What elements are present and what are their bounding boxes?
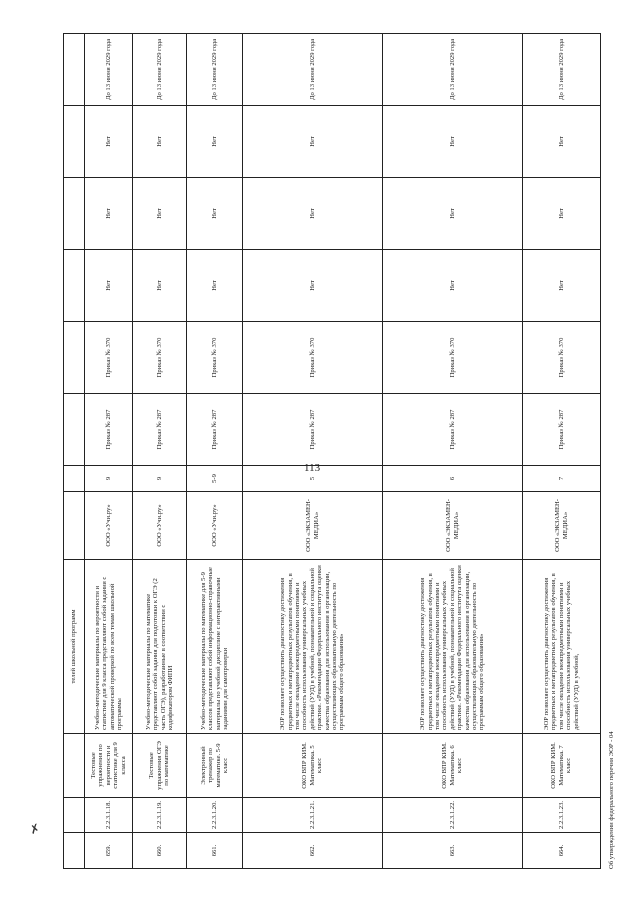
organization: ООО «ЭКЗАМЕН-МЕДИА» xyxy=(383,491,523,559)
validity-date: До 13 июня 2029 года xyxy=(243,33,383,105)
row-number: 661. xyxy=(187,833,243,869)
resource-name: Тестовые упражнения ОГЭ по математике xyxy=(133,733,187,797)
resource-name: ОКО ВПР КИМ. Математика. 5 класс xyxy=(243,733,383,797)
header-cell xyxy=(64,797,85,832)
flag-cell: Нет xyxy=(85,105,133,177)
order-370: Приказ № 370 xyxy=(523,321,601,393)
header-cell xyxy=(64,393,85,465)
validity-date: До 13 июня 2029 года xyxy=(523,33,601,105)
flag-cell: Нет xyxy=(187,177,243,249)
header-cell xyxy=(64,491,85,559)
row-number: 662. xyxy=(243,833,383,869)
order-287: Приказ № 287 xyxy=(383,393,523,465)
header-cell xyxy=(64,33,85,105)
row-code: 2.2.3.1.19. xyxy=(133,797,187,832)
flag-cell: Нет xyxy=(523,249,601,321)
order-370: Приказ № 370 xyxy=(187,321,243,393)
order-370: Приказ № 370 xyxy=(85,321,133,393)
resource-name: ОКО ВПР КИМ. Математика. 6 класс xyxy=(383,733,523,797)
resource-description: Учебно-методические материалы по математике для 5-9 классов представляют собой информационно-справочные материалы по учебной дисциплине с интерактивными заданиями для самопроверки xyxy=(187,559,243,733)
header-desc-cell: телей школьной программ xyxy=(64,559,85,733)
row-code: 2.2.3.1.21. xyxy=(243,797,383,832)
order-287: Приказ № 287 xyxy=(523,393,601,465)
flag-cell: Нет xyxy=(243,177,383,249)
resource-name: Тестовые упражнения по вероятности и статистике для 9 класса xyxy=(85,733,133,797)
flag-cell: Нет xyxy=(133,249,187,321)
grade: 9 xyxy=(85,465,133,491)
flag-cell: Нет xyxy=(133,105,187,177)
order-370: Приказ № 370 xyxy=(243,321,383,393)
flag-cell: Нет xyxy=(243,105,383,177)
resource-description: ЭОР позволяет осуществить диагностику достижения предметных и метапредметных результатов обучения, в том числе овладение межпредметными понятиями и способность использования универсальных учебных действий (УУД) в учебной, познавательной и социальной практике. «Рекомендации Федерального института оценки качества образования для использования в организации, осуществляющих образовательную деятельность по программам общего образования» xyxy=(243,559,383,733)
organization: ООО «Учи.ру» xyxy=(133,491,187,559)
order-287: Приказ № 287 xyxy=(187,393,243,465)
header-cell xyxy=(64,249,85,321)
order-287: Приказ № 287 xyxy=(133,393,187,465)
flag-cell: Нет xyxy=(85,177,133,249)
table-row xyxy=(243,33,383,868)
stray-mark: ✗ xyxy=(27,820,42,838)
row-code: 2.2.3.1.20. xyxy=(187,797,243,832)
flag-cell: Нет xyxy=(523,105,601,177)
row-code: 2.2.3.1.23. xyxy=(523,797,601,832)
header-cell xyxy=(64,177,85,249)
resource-description: Учебно-методические материалы по математике представляют собой задания для подготовки к ОГЭ (2 часть ОГЭ), разработанные в соответствии с кодификатором ФИПИ xyxy=(133,559,187,733)
order-370: Приказ № 370 xyxy=(133,321,187,393)
table-header-row xyxy=(64,33,85,868)
validity-date: До 13 июня 2029 года xyxy=(187,33,243,105)
validity-date: До 13 июня 2029 года xyxy=(85,33,133,105)
resource-name: ОКО ВПР КИМ. Математика. 7 класс xyxy=(523,733,601,797)
flag-cell: Нет xyxy=(133,177,187,249)
table-row xyxy=(85,33,133,868)
resource-name: Электронный тренажер по математике. 5-9 класс xyxy=(187,733,243,797)
row-number: 663. xyxy=(383,833,523,869)
flag-cell: Нет xyxy=(383,177,523,249)
resource-table xyxy=(63,33,601,869)
organization: ООО «ЭКЗАМЕН-МЕДИА» xyxy=(243,491,383,559)
table-row xyxy=(187,33,243,868)
flag-cell: Нет xyxy=(523,177,601,249)
grade: 5 xyxy=(243,465,383,491)
validity-date: До 13 июня 2029 года xyxy=(383,33,523,105)
flag-cell: Нет xyxy=(243,249,383,321)
resource-description: Учебно-методические материалы по вероятности и статистике для 9 класса представляют собой задания с автоматической проверкой по всем темам школьной программы xyxy=(85,559,133,733)
flag-cell: Нет xyxy=(383,105,523,177)
resource-description: ЭОР позволяет осуществить диагностику достижения предметных и метапредметных результатов обучения, в том числе овладение межпредметными понятиями и способность использования универсальных учебных действий (УУД) в учебной, xyxy=(523,559,601,733)
table-row xyxy=(383,33,523,868)
page-number: 113 xyxy=(304,462,321,474)
grade: 5-9 xyxy=(187,465,243,491)
flag-cell: Нет xyxy=(85,249,133,321)
order-287: Приказ № 287 xyxy=(85,393,133,465)
header-cell xyxy=(64,105,85,177)
row-number: 659. xyxy=(85,833,133,869)
flag-cell: Нет xyxy=(187,105,243,177)
order-287: Приказ № 287 xyxy=(243,393,383,465)
header-cell xyxy=(64,833,85,869)
grade: 9 xyxy=(133,465,187,491)
header-cell xyxy=(64,321,85,393)
validity-date: До 13 июня 2029 года xyxy=(133,33,187,105)
organization: ООО «Учи.ру» xyxy=(85,491,133,559)
grade: 6 xyxy=(383,465,523,491)
grade: 7 xyxy=(523,465,601,491)
organization: ООО «Учи.ру» xyxy=(187,491,243,559)
footer-note: Об утверждении федерального перечня ЭОР - 04 xyxy=(608,731,615,869)
header-cell xyxy=(64,465,85,491)
row-code: 2.2.3.1.18. xyxy=(85,797,133,832)
resource-description: ЭОР позволяет осуществить диагностику достижения предметных и метапредметных результатов обучения, в том числе овладение межпредметными понятиями и способность использования универсальных учебных действий (УУД) в учебной, познавательной и социальной практике. «Рекомендации Федерального института оценки качества образования для использования в организации, осуществляющих образовательную деятельность по программам общего образования» xyxy=(383,559,523,733)
order-370: Приказ № 370 xyxy=(383,321,523,393)
table-row xyxy=(133,33,187,868)
organization: ООО «ЭКЗАМЕН-МЕДИА» xyxy=(523,491,601,559)
flag-cell: Нет xyxy=(383,249,523,321)
row-number: 660. xyxy=(133,833,187,869)
row-number: 664. xyxy=(523,833,601,869)
table-row xyxy=(523,33,601,868)
flag-cell: Нет xyxy=(187,249,243,321)
header-cell xyxy=(64,733,85,797)
row-code: 2.2.3.1.22. xyxy=(383,797,523,832)
